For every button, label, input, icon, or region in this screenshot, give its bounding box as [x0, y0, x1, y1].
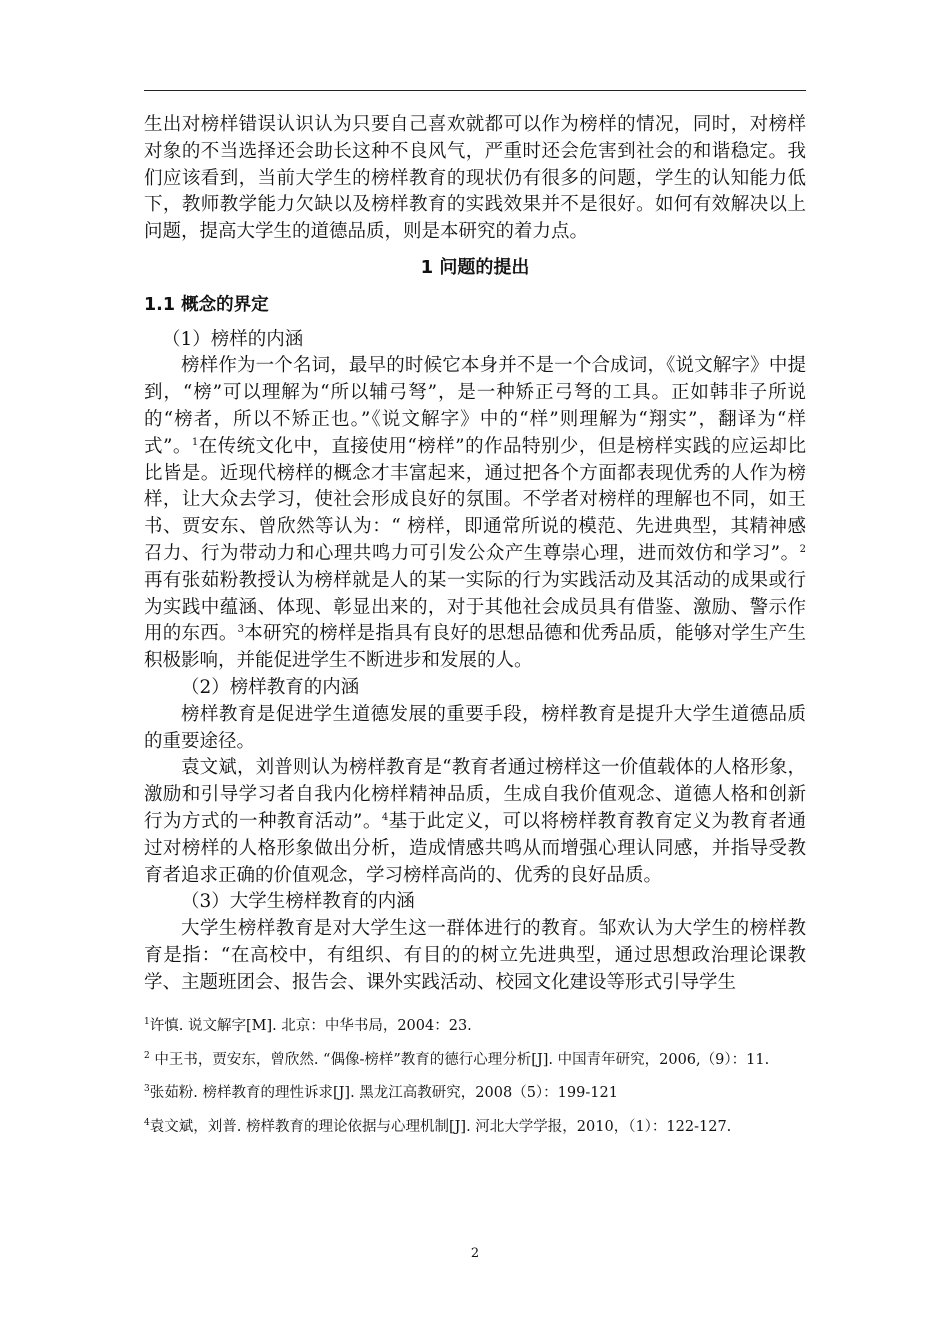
subsection-title: 1.1 概念的界定 — [144, 294, 269, 315]
header-rule — [144, 90, 806, 91]
footnote-ref-2[interactable]: 2 — [799, 543, 806, 555]
part1-label: （1）榜样的内涵 — [162, 328, 304, 350]
footnotes — [144, 1010, 806, 1144]
part3-label: （3）大学生榜样教育的内涵 — [181, 891, 415, 913]
section-title: 1 问题的提出 — [420, 256, 530, 278]
footnote-4: $^4$袁文斌，刘普. 榜样教育的理论依据与心理机制[J]. 河北大学学报，2010，（1）：122-127. — [144, 1117, 732, 1135]
footnote-2: $^2$ 中王书，贾安东，曾欣然. “偶像-榜样”教育的德行心理分析[J]. 中国青年研究，2006,（9）：11. — [144, 1050, 770, 1068]
part1-paragraph: 榜样作为一个名词，最早的时候它本身并不是一个合成词，《说文解字》中提到，“榜”可以理解为“所以辅弓弩”，是一种矫正弓弩的工具。正如韩非子所说的“榜者，所以不矫正也。”《说文解字》中的“样”则理解为“翔实”，翻译为“样式”。$^1$在传统文化中，直接使用“榜样”的作品特别少，但是榜样实践的应运却比比皆是。近现代榜样的概念才丰富起来，通过把各个方面都表现优秀的人作为榜样，让大众去学习，使社会形成良好的氛围。不学者对榜样的理解也不同，如王书、贾安东、曾欣然等认为：“ 榜样，即通常所说的模范、先进典型，其精神感召力、行为带动力和心理共鸣力可引发公众产生尊崇心理，进而效仿和学习”。$^2$再有张茹粉教授认为榜样就是人的某一实际的行为实践活动及其活动的成果或行为实践中蕴涵、体现、彰显出来的，对于其他社会成员具有借鉴、激励、警示作用的东西。$^3$本研究的榜样是指具有良好的思想品德和优秀品质，能够对学生产生积极影响，并能促进学生不断进步和发展的人。 — [144, 355, 806, 672]
footnote-ref-1[interactable]: 1 — [191, 436, 199, 448]
part2-paragraph-1: 榜样教育是促进学生道德发展的重要手段，榜样教育是提升大学生道德品质的重要途径。 — [144, 703, 806, 752]
footnote-3: $^3$张茹粉. 榜样教育的理性诉求[J]. 黑龙江高教研究，2008（5）：199-121 — [144, 1084, 618, 1101]
footnote-ref-4[interactable]: 4 — [381, 811, 389, 823]
body-text — [144, 112, 806, 997]
footnote-ref-3[interactable]: 3 — [237, 624, 245, 636]
page-number: 2 — [470, 1246, 480, 1261]
footnote-1: $^1$许慎. 说文解字[M]. 北京：中华书局，2004：23. — [144, 1017, 472, 1034]
intro-paragraph: 生出对榜样错误认识认为只要自己喜欢就都可以作为榜样的情况，同时，对榜样对象的不当选择还会助长这种不良风气，严重时还会危害到社会的和谐稳定。我们应该看到，当前大学生的榜样教育的现状仍有很多的问题，学生的认知能力低下，教师教学能力欠缺以及榜样教育的实践效果并不是很好。如何有效解决以上问题，提高大学生的道德品质，则是本研究的着力点。 — [144, 114, 806, 243]
part2-paragraph-2: 袁文斌，刘普则认为榜样教育是“教育者通过榜样这一价值载体的人格形象，激励和引导学习者自我内化榜样精神品质，生成自我价值观念、道德人格和创新行为方式的一种教育活动”。$^4$基于此定义，可以将榜样教育教育定义为教育者通过对榜样的人格形象做出分析，造成情感共鸣从而增强心理认同感，并指导受教育者追求正确的价值观念，学习榜样高尚的、优秀的良好品质。 — [144, 757, 806, 886]
part2-label: （2）榜样教育的内涵 — [181, 676, 360, 698]
part3-paragraph: 大学生榜样教育是对大学生这一群体进行的教育。邹欢认为大学生的榜样教育是指：“在高校中，有组织、有目的的树立先进典型，通过思想政治理论课教学、主题班团会、报告会、课外实践活动、校园文化建设等形式引导学生 — [144, 918, 806, 993]
